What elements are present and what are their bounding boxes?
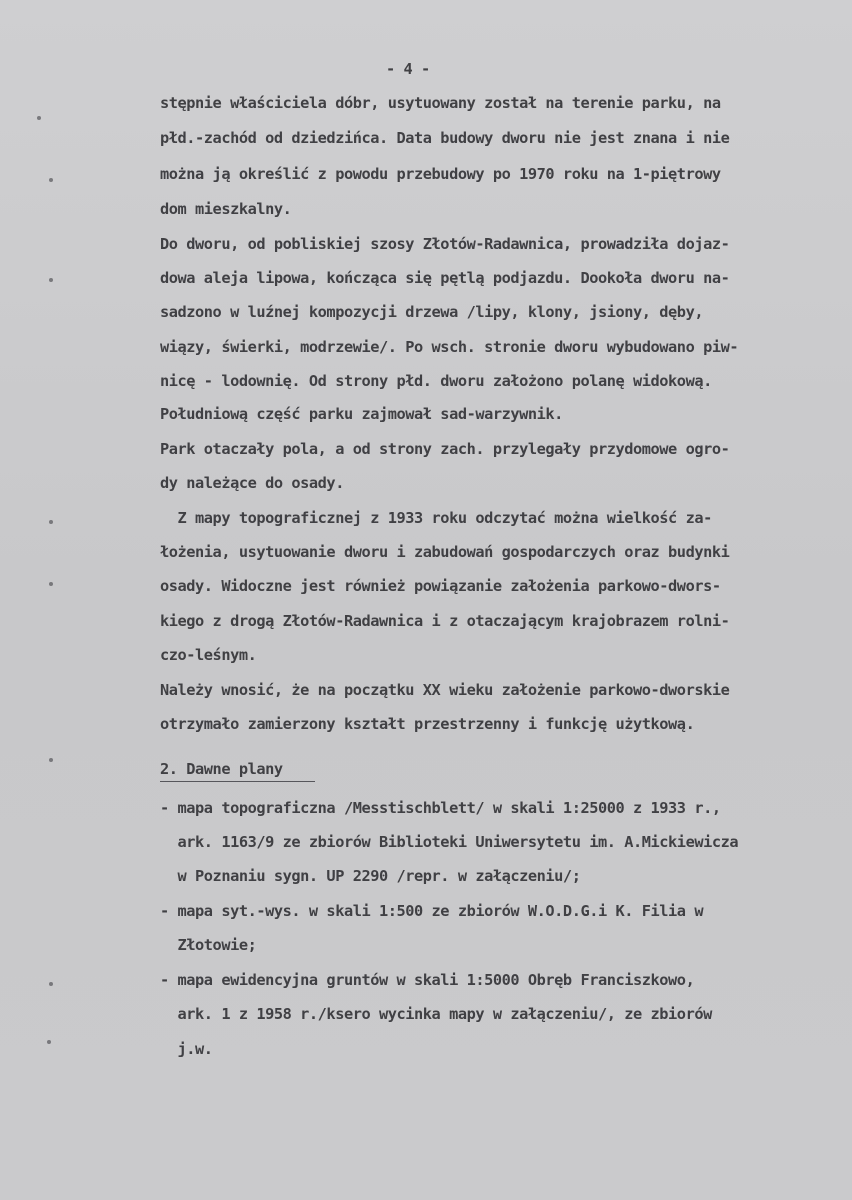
text-line: płd.-zachód od dziedzińca. Data budowy dworu nie jest znana i nie — [160, 129, 730, 147]
text-line: czo-leśnym. — [160, 646, 257, 664]
margin-mark — [49, 178, 53, 182]
list-item: ark. 1 z 1958 r./ksero wycinka mapy w załączeniu/, ze zbiorów — [160, 1005, 712, 1023]
text-line: można ją określić z powodu przebudowy po 1970 roku na 1-piętrowy — [160, 165, 721, 183]
margin-mark — [49, 758, 53, 762]
text-line: dy należące do osady. — [160, 474, 344, 492]
list-item: Złotowie; — [160, 936, 257, 954]
list-item: ark. 1163/9 ze zbiorów Biblioteki Uniwersytetu im. A.Mickiewicza — [160, 833, 739, 851]
page-number: - 4 - — [386, 60, 430, 78]
text-line: Do dworu, od pobliskiej szosy Złotów-Radawnica, prowadziła dojaz- — [160, 235, 730, 253]
text-line: Południową część parku zajmował sad-warzywnik. — [160, 405, 563, 423]
margin-mark — [49, 520, 53, 524]
margin-mark — [47, 1040, 51, 1044]
text-line: osady. Widoczne jest również powiązanie założenia parkowo-dwors- — [160, 577, 721, 595]
text-line: Należy wnosić, że na początku XX wieku założenie parkowo-dworskie — [160, 681, 730, 699]
list-item: w Poznaniu sygn. UP 2290 /repr. w załączeniu/; — [160, 867, 581, 885]
list-item: - mapa topograficzna /Messtischblett/ w skali 1:25000 z 1933 r., — [160, 799, 721, 817]
text-line: kiego z drogą Złotów-Radawnica i z otaczającym krajobrazem rolni- — [160, 612, 730, 630]
list-item: - mapa syt.-wys. w skali 1:500 ze zbiorów W.O.D.G.i K. Filia w — [160, 902, 704, 920]
list-item: j.w. — [160, 1040, 213, 1058]
text-line: sadzono w luźnej kompozycji drzewa /lipy, klony, jsiony, dęby, — [160, 303, 704, 321]
text-line: wiązy, świerki, modrzewie/. Po wsch. stronie dworu wybudowano piw- — [160, 338, 739, 356]
text-line: Z mapy topograficznej z 1933 roku odczytać można wielkość za- — [160, 509, 712, 527]
text-line: dowa aleja lipowa, kończąca się pętlą podjazdu. Dookoła dworu na- — [160, 269, 730, 287]
margin-mark — [49, 278, 53, 282]
text-line: nicę - lodownię. Od strony płd. dworu założono polanę widokową. — [160, 372, 712, 390]
text-line: dom mieszkalny. — [160, 200, 292, 218]
text-line: otrzymało zamierzony kształt przestrzenny i funkcję użytkową. — [160, 715, 695, 733]
text-line: stępnie właściciela dóbr, usytuowany został na terenie parku, na — [160, 94, 721, 112]
margin-mark — [37, 116, 41, 120]
text-line: Park otaczały pola, a od strony zach. przylegały przydomowe ogro- — [160, 440, 730, 458]
margin-mark — [49, 982, 53, 986]
margin-mark — [49, 582, 53, 586]
section-heading: 2. Dawne plany — [160, 760, 283, 778]
list-item: - mapa ewidencyjna gruntów w skali 1:5000 Obręb Franciszkowo, — [160, 971, 695, 989]
text-line: łożenia, usytuowanie dworu i zabudowań gospodarczych oraz budynki — [160, 543, 730, 561]
heading-underline — [160, 781, 315, 782]
